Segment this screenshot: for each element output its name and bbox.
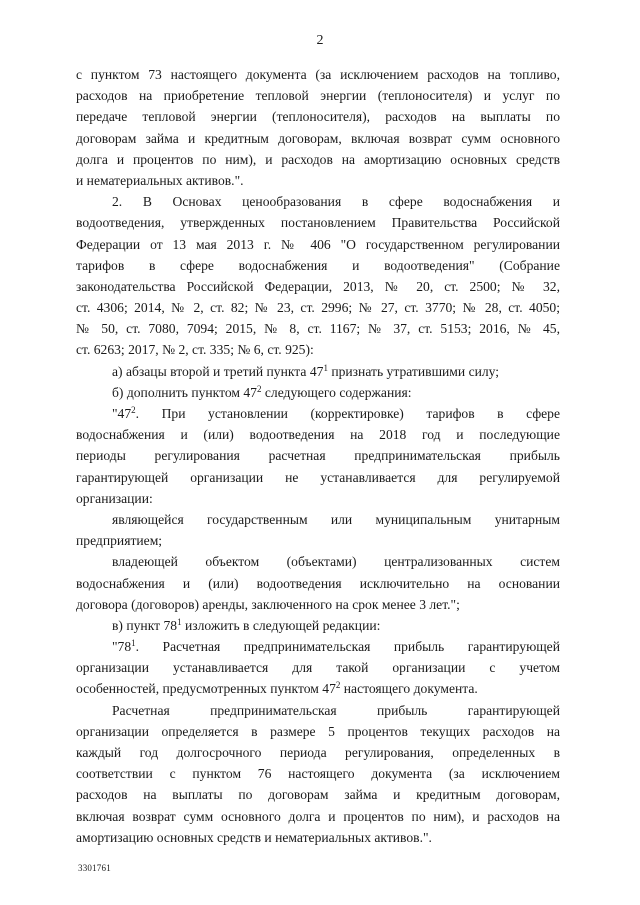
text-line xyxy=(76,234,560,255)
text-line xyxy=(76,318,560,339)
text-run: расходов на приобретение тепловой энергии (теплоносителя) и услуг по xyxy=(76,88,560,104)
text-run: ст. 6263; 2017, № 2, ст. 335; № 6, ст. 925): xyxy=(76,342,314,358)
text-line xyxy=(76,106,560,127)
text-line xyxy=(76,276,560,297)
superscript: 1 xyxy=(323,362,328,373)
text-line xyxy=(76,488,560,509)
text-run: организации: xyxy=(76,490,153,506)
text-run: организации устанавливается для такой организации с учетом xyxy=(76,660,560,676)
text-run: расходов на выплаты по договорам займа и кредитным договорам, xyxy=(76,787,560,803)
text-line xyxy=(76,594,560,615)
text-run: водоотведения, утвержденных постановлением Правительства Российской xyxy=(76,215,560,231)
text-run: Федерации от 13 мая 2013 г. № 406 "О государственном регулировании xyxy=(76,236,560,252)
text-run: "47 xyxy=(112,406,132,421)
text-run: особенностей, предусмотренных пунктом 47 xyxy=(76,681,336,697)
text-line xyxy=(76,170,560,191)
text-line xyxy=(76,403,560,424)
superscript: 2 xyxy=(256,383,262,394)
text-line xyxy=(76,64,560,85)
text-line xyxy=(76,85,560,106)
text-run: договора (договоров) аренды, заключенного на срок менее 3 лет."; xyxy=(76,596,460,612)
text-line xyxy=(76,339,560,360)
text-run: каждый год долгосрочного периода регулирования, определенных в xyxy=(76,745,560,760)
superscript: 1 xyxy=(131,638,136,649)
text-line xyxy=(76,763,560,784)
text-line xyxy=(76,806,560,827)
text-run: передаче тепловой энергии (теплоносителя), расходов на выплаты по xyxy=(76,109,560,125)
text-line xyxy=(76,615,560,636)
text-line xyxy=(76,784,560,805)
text-run: законодательства Российской Федерации, 2013, № 20, ст. 2500; № 32, xyxy=(76,278,560,294)
text-run: признать утратившими силу; xyxy=(327,363,500,379)
text-run: предприятием; xyxy=(76,533,163,549)
text-run: изложить в следующей редакции: xyxy=(181,617,381,633)
text-run: владеющей объектом (объектами) централизованных систем xyxy=(112,554,560,570)
text-run: № 50, ст. 7080, 7094; 2015, № 8, ст. 1167; № 37, ст. 5153; 2016, № 45, xyxy=(76,321,560,337)
text-line xyxy=(76,721,560,742)
text-line xyxy=(76,445,560,466)
text-run: ст. 4306; 2014, № 2, ст. 82; № 23, ст. 2996; № 27, ст. 3770; № 28, ст. 4050; xyxy=(76,300,560,316)
text-run: гарантирующей организации не устанавливается для регулируемой xyxy=(76,469,560,485)
text-run: "78 xyxy=(112,639,132,655)
document-id: 3301761 xyxy=(78,863,111,873)
text-run: а) абзацы второй и третий пункта 47 xyxy=(112,363,324,379)
text-line xyxy=(76,424,560,445)
text-run: являющейся государственным или муниципальным унитарным xyxy=(112,511,560,527)
superscript: 2 xyxy=(335,680,341,691)
text-line xyxy=(76,382,560,403)
text-line xyxy=(76,636,560,657)
text-line xyxy=(76,128,560,149)
text-line xyxy=(76,255,560,276)
text-run: периоды регулирования расчетная предпринимательская прибыль xyxy=(76,448,560,464)
text-run: организации определяется в размере 5 процентов текущих расходов на xyxy=(76,723,560,739)
text-line xyxy=(76,827,560,848)
text-run: соответствии с пунктом 76 настоящего документа (за исключением xyxy=(76,766,560,782)
page-number: 2 xyxy=(316,33,324,48)
text-run: включая возврат сумм основного долга и процентов по ним), и расходов на xyxy=(76,808,560,824)
text-line xyxy=(76,149,560,170)
text-run: амортизацию основных средств и нематериальных активов.". xyxy=(76,829,432,845)
text-line xyxy=(76,530,560,551)
text-run: водоснабжения и (или) водоотведения на 2018 год и последующие xyxy=(76,427,560,443)
text-run: и нематериальных активов.". xyxy=(76,172,244,188)
text-run: водоснабжения и (или) водоотведения исключительно на основании xyxy=(76,575,560,591)
text-line xyxy=(76,361,560,382)
superscript: 2 xyxy=(131,405,136,415)
text-run: в) пункт 78 xyxy=(112,617,178,633)
text-line xyxy=(76,573,560,594)
text-line xyxy=(76,297,560,318)
text-run: договорам займа и кредитным договорам, включая возврат сумм основного xyxy=(76,130,560,146)
text-line xyxy=(76,551,560,572)
document-body xyxy=(76,64,560,848)
text-line xyxy=(76,742,560,763)
text-run: . При установлении (корректировке) тарифов в сфере xyxy=(135,406,560,421)
text-line xyxy=(76,191,560,212)
text-run: . Расчетная предпринимательская прибыль гарантирующей xyxy=(135,639,560,655)
text-line xyxy=(76,509,560,530)
text-run: с пунктом 73 настоящего документа (за исключением расходов на топливо, xyxy=(76,67,560,82)
text-line xyxy=(76,678,560,699)
text-run: тарифов в сфере водоснабжения и водоотведения" (Собрание xyxy=(76,257,560,273)
text-line xyxy=(76,467,560,488)
text-line xyxy=(76,700,560,721)
text-run: б) дополнить пунктом 47 xyxy=(112,384,257,400)
text-run: 2. В Основах ценообразования в сфере водоснабжения и xyxy=(112,194,560,210)
text-run: Расчетная предпринимательская прибыль гарантирующей xyxy=(112,702,560,718)
superscript: 1 xyxy=(177,616,182,627)
text-line xyxy=(76,212,560,233)
text-run: следующего содержания: xyxy=(261,384,412,400)
text-line xyxy=(76,657,560,678)
text-run: долга и процентов по ним), и расходов на амортизацию основных средств xyxy=(76,151,560,167)
text-run: настоящего документа. xyxy=(340,681,478,697)
